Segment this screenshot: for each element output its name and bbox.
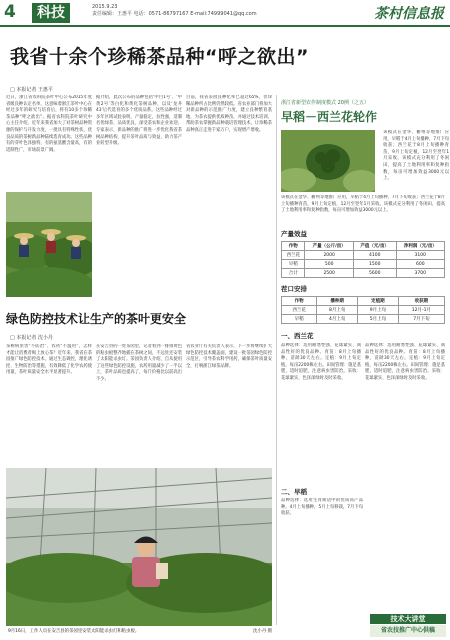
masthead-logo: 茶村信息报: [374, 6, 444, 22]
table-row: [282, 315, 445, 324]
table-header: 播种期: [317, 297, 358, 306]
schedule-table: [281, 296, 445, 324]
table-cell: 4月上旬: [317, 315, 358, 324]
table-cell: 500: [305, 260, 353, 269]
table-cell: 合计: [282, 269, 305, 278]
column-badge: 技术大讲堂: [370, 614, 446, 624]
section-broccoli-text: 品种选择：选用耐寒性强、花球紧实、商品性好的优良品种。育苗：8月上旬播种，苗龄30天左右。定植：9月上旬定植，每亩2200株左右。田间管理：施足基肥，适时追肥，注意病虫害防治。采收：花球紧实、色泽深绿时及时采收。: [281, 343, 361, 381]
table-cell: 9月上旬: [358, 306, 399, 315]
article1-col1: 近日，浙江省农科院茶叶中心公布2015年度省级良种认定名单，这意味着浙江茶叶中心在经过多年的研究与培育后，将有10多个珍稀茶品种“呼之欲出”。据省农科院茶叶研究中心主任介绍，近年来我省加大了对茶树品种资源的保护与开发力度，一批具有特殊性状、优良品质的茶树新品种陆续选育成功。这些品种有的芽叶色泽独特，有的氨基酸含量高，有的适制性广，市场前景广阔。: [6, 95, 92, 153]
table-header: 净利润（元/亩）: [396, 242, 444, 251]
table-header: 产量（公斤/亩）: [305, 242, 353, 251]
table-row: [282, 260, 445, 269]
tea-pickers-photo: [6, 192, 92, 297]
top-divider: [0, 25, 450, 27]
email: E-mail:74999041@qq.com: [190, 11, 257, 17]
table-cell: 12月-1月: [398, 306, 444, 315]
table-cell: 7月下旬: [398, 315, 444, 324]
table-row: [282, 306, 445, 315]
table-row: [282, 251, 445, 260]
broccoli-photo: [281, 130, 375, 192]
article2-col3: 省农业厅有关负责人表示，下一步将继续扩大绿色防控技术覆盖面，建设一批茶园绿色防控示范区，引导茶农科学用药，确保茶叶质量安全，打响浙江绿茶品牌。: [186, 344, 272, 369]
table-row: [282, 269, 445, 278]
yield-table: [281, 241, 445, 278]
table-cell: 西兰花: [282, 306, 317, 315]
page-number: 4: [4, 2, 16, 22]
article2-headline: 绿色防控技术让生产的茶叶更安全: [6, 312, 187, 326]
table-header: 产值（元/亩）: [353, 242, 396, 251]
section-broccoli-text-2: 品种选择：选用耐寒性强、花球紧实、商品性好的优良品种。育苗：8月上旬播种，苗龄30天左右。定植：9月上旬定植，每亩2200株左右。田间管理：施足基肥，适时追肥，注意病虫害防治。采收：花球紧实、色泽深绿时及时采收。: [365, 343, 445, 381]
table-cell: 5600: [353, 269, 396, 278]
table-header: 定植期: [358, 297, 399, 306]
article2-byline: □ 本报记者 沈小丹: [10, 335, 53, 341]
photo-credit: 沈小丹 摄: [253, 629, 272, 634]
sidebar-title: 早稻－西兰花轮作: [281, 110, 378, 124]
greenhouse-photo: [6, 468, 272, 626]
article1-col3: 目前，我省茶园良种化率已超过65%，但珍稀品种所占比例仍然较低。省农业部门将加大对新品种的示范推广力度，建立良种繁育基地，为茶农提供优质种苗，并通过技术培训，帮助茶农掌握新品种栽培管理技术，让珍稀茶品种真正走进千家万户，实现增产增收。: [186, 95, 272, 133]
yield-table-title: 产量效益: [281, 230, 307, 238]
table-header: 作物: [282, 297, 317, 306]
sidebar-series-title: 浙江省新型农作制度模式 20例（之五）: [281, 100, 369, 106]
table-header: 收获期: [398, 297, 444, 306]
table-cell: 5月上旬: [358, 315, 399, 324]
table-cell: 1500: [353, 260, 396, 269]
table-header: 作物: [282, 242, 305, 251]
table-cell: 600: [396, 260, 444, 269]
article1-headline: 我省十余个珍稀茶品种“呼之欲出”: [10, 46, 309, 68]
editor: 责任编辑：王惠平: [92, 11, 133, 17]
sidebar-panel: [276, 95, 450, 625]
article1-byline: □ 本报记者 王惠平: [10, 87, 53, 93]
column-source: 省农技推广中心供稿: [370, 625, 446, 637]
section-label: 科技: [32, 3, 70, 23]
table-cell: 3700: [396, 269, 444, 278]
section-rice-title: 二、早稻: [281, 488, 307, 496]
table-cell: 2500: [305, 269, 353, 278]
phone: 电话：0571-86797167: [133, 11, 189, 17]
table-cell: 早稻: [282, 260, 305, 269]
photo-caption: 9月16日，工作人员在安吉县的茶园里安装太阳能杀虫灯和粘虫板。: [8, 629, 140, 634]
table-cell: 3100: [396, 251, 444, 260]
table-cell: 西兰花: [282, 251, 305, 260]
table-cell: 2000: [305, 251, 353, 260]
header-meta: [92, 4, 292, 18]
sidebar-intro-text: 该模式在金华、衢州等地推广应用，早稻于4月上旬播种，7月下旬收获；西兰花于8月上旬播种育苗，9月上旬定植，12月至翌年1月采收。该模式充分利用了冬闲田，提高了土地利用率和复种指数，每亩可增加效益3000元以上。: [383, 130, 450, 182]
section-broccoli-title: 一、西兰花: [281, 332, 314, 340]
article1-col2: 据介绍，此次公布的品种包括‘中白1号’、‘中黄2号’等白化和黄化茶树品种，以及‘龙井43’后代选育的多个优质品系。这些品种经过多年区域试验表明，产量稳定，抗性强，适制名优绿茶，品质优良，深受茶农和企业欢迎。专家表示，新品种的推广将进一步优化我省茶树品种结构，提升茶叶品质与效益，助力茶产业转型升级。: [96, 95, 182, 147]
issue-date: 2015.9.23: [92, 4, 118, 10]
sidebar-body-text: 该模式在金华、衢州等地推广应用，早稻于4月上旬播种，7月下旬收获；西兰花于8月上旬播种育苗，9月上旬定植，12月至翌年1月采收。该模式充分利用了冬闲田，提高了土地利用率和复种指数，每亩可增加效益3000元以上。: [281, 195, 445, 214]
table-cell: 8月上旬: [317, 306, 358, 315]
section-rice-text: 品种选择：选用生育期适中的优质高产品种。4月上旬播种，5月上旬移栽，7月下旬收获。: [281, 498, 363, 517]
table-cell: 早稻: [282, 315, 317, 324]
table-cell: 4100: [353, 251, 396, 260]
schedule-table-title: 茬口安排: [281, 285, 307, 293]
article2-col2: 在安吉县的一处茶园里，记者看到一排排黄色的粘虫板整齐地插在茶树之间，不远处还安装了太阳能杀虫灯。茶园负责人介绍，自从使用了这些绿色防控设施，农药用量减少了一半以上，茶叶品质也提高了，每斤价格比以前高出不少。: [96, 344, 182, 382]
article2-col1: 茶树病虫害“不防治”、农药“不滥用”，怎样才能让消费者喝上放心茶？近年来，我省在茶园推广绿色防控技术，通过生态调控、理化诱控、生物防治等措施，有效降低了化学农药使用量，茶叶质量安全水平显著提升。: [6, 344, 92, 376]
